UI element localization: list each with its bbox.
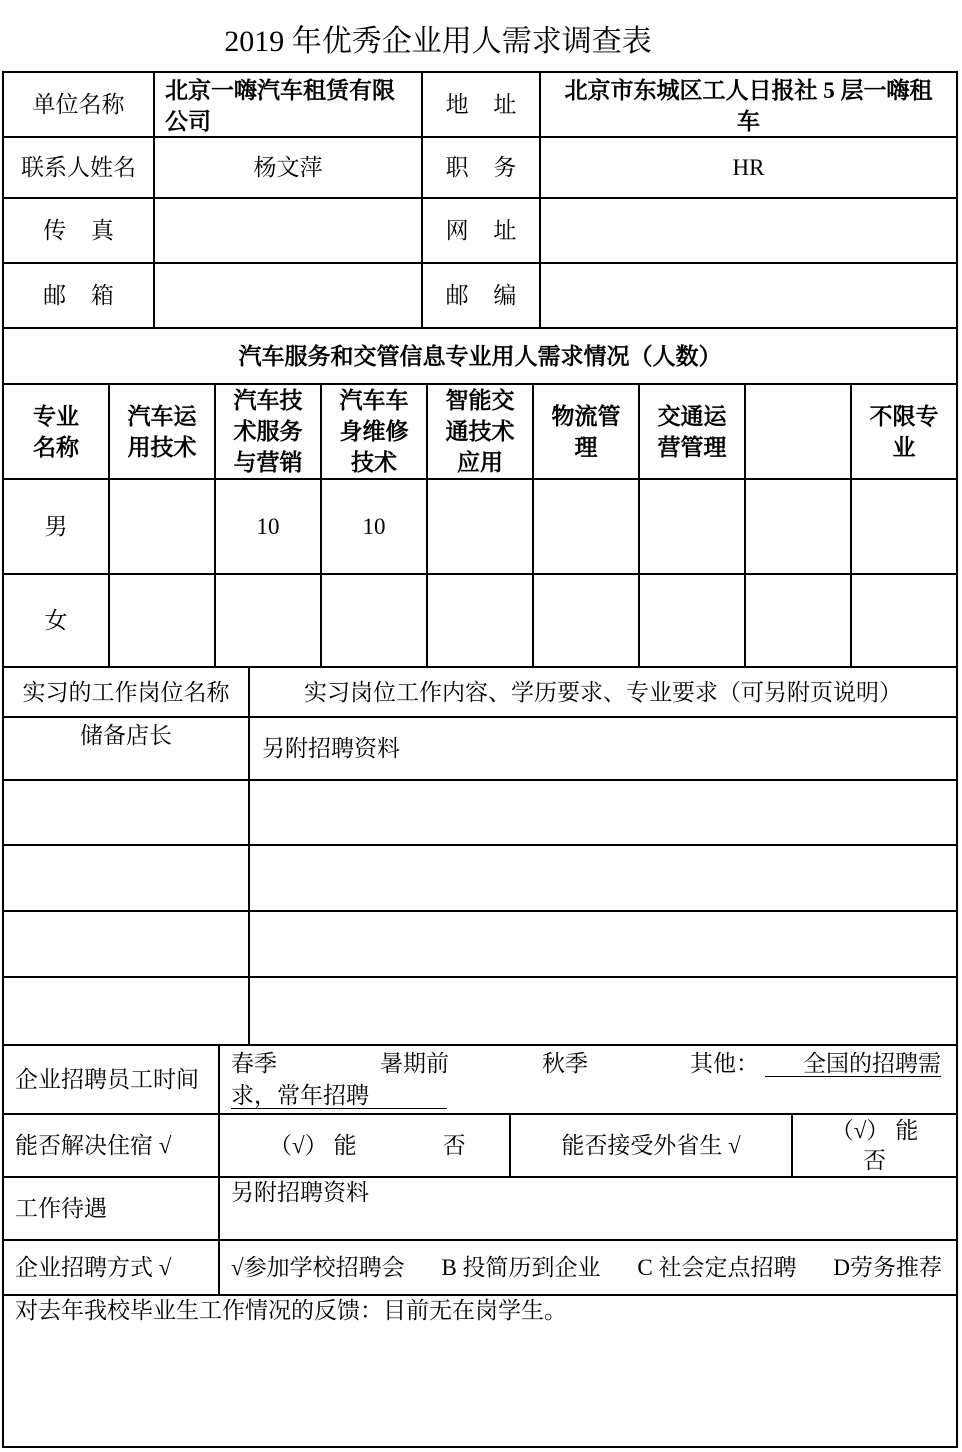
internship-content-cell [250,781,958,846]
demand-count-cell [110,480,216,575]
major-header-cell [640,385,746,480]
recruit-method-option-b: B 投简历到企业 [441,1255,601,1280]
recruit-method-options [220,1241,958,1296]
major-header-cell [110,385,216,480]
recruit-time-other-label: 其他： [690,1051,759,1076]
demand-count-cell [428,575,534,668]
major-header-cell [534,385,640,480]
contact-label: 联系人姓名 [4,138,155,199]
recruit-time-option-autumn: 秋季 [542,1051,588,1076]
fax-value [155,199,423,264]
major-header-label: 专业名称 [33,403,79,460]
major-header-label-cell [4,385,110,480]
recruit-method-option-c: C 社会定点招聘 [637,1255,797,1280]
position-label: 职 务 [423,138,541,199]
recruit-time-option-before-summer: 暑期前 [380,1051,449,1076]
demand-count-cell [852,575,958,668]
internship-content-cell [250,912,958,978]
address-label: 地 址 [423,73,541,138]
major-header: 物流管理 [551,403,621,460]
out-of-province-line-yes [831,1116,919,1146]
recruit-time-text [231,1048,948,1112]
demand-count-cell [534,480,640,575]
email-value [155,264,423,329]
website-label: 网 址 [423,199,541,264]
benefits-label: 工作待遇 [4,1178,220,1241]
internship-content-cell [250,846,958,912]
postcode-label: 邮 编 [423,264,541,329]
internship-content-cell [250,978,958,1046]
major-header: 交通运营管理 [657,403,727,460]
demand-count-cell [216,575,322,668]
unit-name-label: 单位名称 [4,73,155,138]
demand-count-cell [852,480,958,575]
contact-value: 杨文萍 [155,138,423,199]
feedback-label: 对去年我校毕业生工作情况的反馈： [15,1298,383,1323]
demand-count-cell [428,480,534,575]
major-header-cell [852,385,958,480]
recruit-time-cell [220,1046,958,1115]
internship-content-cell: 另附招聘资料 [250,718,958,781]
demand-count-cell [640,575,746,668]
recruit-time-other-value: 全国的招聘需求，常年招聘 [231,1051,941,1108]
website-value [541,199,958,264]
out-of-province-label: 能否接受外省生 √ [511,1115,793,1178]
major-header: 汽车技术服务与营销 [233,388,303,475]
recruit-method-option-a: √参加学校招聘会 [231,1255,405,1280]
recruit-method-option-d: D劳务推荐 [833,1255,942,1280]
out-of-province-answer [793,1115,958,1178]
recruit-time-label: 企业招聘员工时间 [4,1046,220,1115]
major-header-cell [216,385,322,480]
accommodation-yes: 能 [333,1133,357,1158]
internship-position-cell: 储备店长 [4,718,250,781]
gender-label-female: 女 [4,575,110,668]
major-header-cell [428,385,534,480]
accommodation-answer [220,1115,511,1178]
internship-position-cell [4,978,250,1046]
internship-position-cell [4,846,250,912]
out-of-province-no: 否 [863,1147,886,1173]
out-of-province-check-mark: （√） [830,1117,890,1143]
accommodation-label: 能否解决住宿 √ [4,1115,220,1178]
survey-form-table [2,71,958,1448]
feedback-cell [4,1296,958,1448]
accommodation-check-mark: （√） [269,1133,328,1158]
address-value: 北京市东城区工人日报社 5 层一嗨租车 [541,73,958,138]
demand-count-cell [640,480,746,575]
demand-count-cell [110,575,216,668]
demand-count-cell [534,575,640,668]
demand-section-title: 汽车服务和交管信息专业用人需求情况（人数） [4,329,958,385]
out-of-province-yes: 能 [895,1117,919,1143]
major-header: 智能交通技术应用 [445,388,515,475]
internship-position-cell [4,912,250,978]
email-label: 邮 箱 [4,264,155,329]
major-header-cell [746,385,852,480]
recruit-method-label: 企业招聘方式 √ [4,1241,220,1296]
demand-count-cell [746,480,852,575]
feedback-text [15,1296,567,1326]
major-header-cell [322,385,428,480]
internship-content-header: 实习岗位工作内容、学历要求、专业要求（可另附页说明） [250,668,958,718]
internship-position-cell [4,781,250,846]
major-header: 不限专业 [869,403,939,460]
major-header: 汽车车身维修技术 [339,388,409,475]
recruit-time-option-spring: 春季 [231,1051,277,1076]
demand-count-cell [746,575,852,668]
demand-count-cell: 10 [322,480,428,575]
page-title: 2019 年优秀企业用人需求调查表 [224,25,652,58]
unit-name-value: 北京一嗨汽车租赁有限公司 [155,73,423,138]
fax-label: 传 真 [4,199,155,264]
demand-count-cell: 10 [216,480,322,575]
demand-count-cell [322,575,428,668]
position-value: HR [541,138,958,199]
postcode-value [541,264,958,329]
out-of-province-line-no [863,1146,886,1176]
accommodation-no: 否 [442,1133,466,1158]
major-header: 汽车运用技术 [127,403,197,460]
internship-position-header: 实习的工作岗位名称 [4,668,250,718]
feedback-value: 目前无在岗学生。 [383,1298,567,1323]
gender-label-male: 男 [4,480,110,575]
benefits-value: 另附招聘资料 [220,1178,958,1241]
